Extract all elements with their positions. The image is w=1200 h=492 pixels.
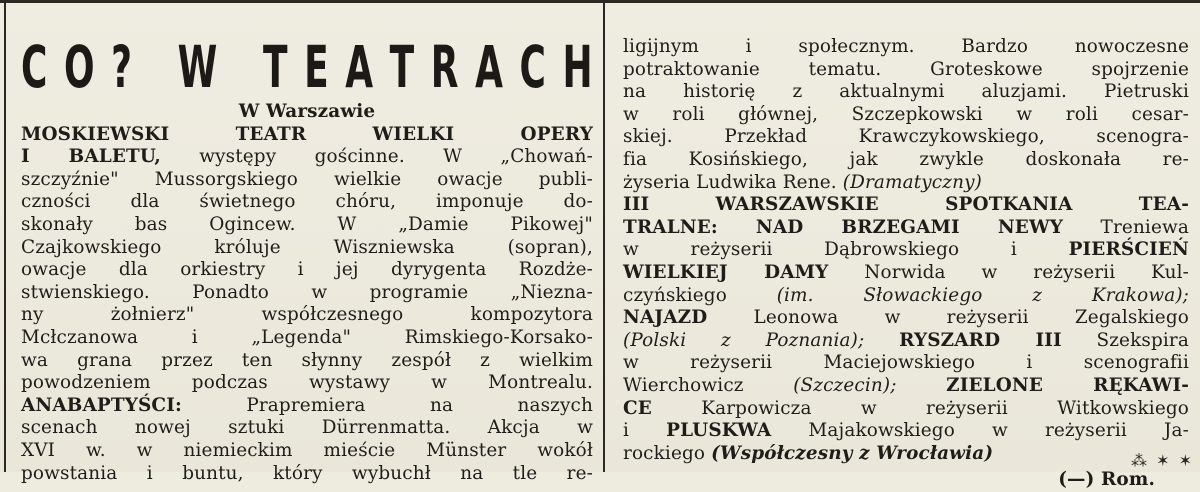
article-line: czyńskiego (im. Słowackiego z Krakowa); — [623, 284, 1189, 306]
article-line: Czajkowskiego króluje Wiszniewska (sopran), — [21, 236, 593, 258]
article-line: MOSKIEWSKI TEATR WIELKI OPERY — [21, 123, 593, 145]
article-line: Mcłczanowa i „Legenda" Rimskiego-Korsako- — [21, 326, 593, 348]
article-line: I BALETU, występy gościnne. W „Chowań- — [21, 146, 593, 168]
article-line: szczyźnie" Mussorgskiego wielkie owacje publi- — [21, 168, 593, 190]
article-line: w reżyserii Maciejowskiego i scenografii — [623, 352, 1189, 374]
article-line: ny żołnierz" współczesnego kompozytora — [21, 304, 593, 326]
article-line: stwienskiego. Ponadto w programie „Niezna- — [21, 281, 593, 303]
article-line: fia Kosińskiego, jak zwykle doskonała re- — [623, 148, 1189, 170]
article-line: potraktowanie tematu. Groteskowe spojrzenie — [623, 58, 1189, 80]
article-line: na historię z aktualnymi aluzjami. Pietruski — [623, 81, 1189, 103]
footer-ornament: ⁂ ✶ ✶ — [1131, 451, 1194, 470]
article-line: wa grana przez ten słynny zespół z wielkim — [21, 349, 593, 371]
author-signature: (—) Rom. — [1058, 469, 1155, 491]
column-divider — [603, 0, 605, 472]
article-line: w roli głównej, Szczepkowski w roli cesar- — [623, 103, 1189, 125]
left-rule — [4, 0, 6, 472]
article-line: scenach nowej sztuki Dürrenmatta. Akcja w — [21, 417, 593, 439]
page-title: C O ? W T E A T R A C H — [21, 33, 593, 101]
headline-word-1: C — [21, 33, 48, 101]
article-line: NAJAZD Leonowa w reżyserii Zegalskiego — [623, 307, 1189, 329]
article-line: powstania i buntu, który wybuchł na tle re- — [21, 462, 593, 484]
left-column — [21, 101, 593, 485]
article-line: w reżyserii Dąbrowskiego i PIERŚCIEŃ — [623, 239, 1189, 261]
article-line: III WARSZAWSKIE SPOTKANIA TEA- — [623, 194, 1189, 216]
right-column — [623, 36, 1189, 492]
top-rule — [0, 0, 1200, 3]
article-line: czności dla świetnego chóru, imponuje do- — [21, 191, 593, 213]
article-line: Wierchowicz (Szczecin); ZIELONE RĘKAWI- — [623, 374, 1189, 396]
article-line: ligijnym i społecznym. Bardzo nowoczesne — [623, 36, 1189, 57]
article-line: (Polski z Poznania); RYSZARD III Szekspira — [623, 329, 1189, 351]
article-line: skiej. Przekład Krawczykowskiego, scenogra- — [623, 126, 1189, 148]
article-line: żyseria Ludwika Rene. (Dramatyczny) — [623, 171, 982, 193]
article-line: i PLUSKWA Majakowskiego w reżyserii Ja- — [623, 420, 1190, 442]
article-line: ANABAPTYŚCI: Prapremiera na naszych — [21, 394, 593, 416]
article-line: XVI w. w niemieckim mieście Münster wokół — [21, 439, 593, 461]
article-line: powodzeniem podczas wystawy w Montrealu. — [21, 372, 593, 394]
section-heading: W Warszawie — [238, 101, 376, 122]
article-line: rockiego (Współczesny z Wrocławia) — [623, 442, 994, 464]
article-line: skonały bas Ogincew. W „Damie Pikowej" — [21, 213, 593, 235]
article-line: TRALNE: NAD BRZEGAMI NEWY Treniewa — [623, 216, 1190, 238]
article-line: owacje dla orkiestry i jej dyrygenta Rozdże- — [21, 259, 593, 281]
article-line: CE Karpowicza w reżyserii Witkowskiego — [623, 397, 1189, 419]
article-line: WIELKIEJ DAMY Norwida w reżyserii Kul- — [623, 261, 1189, 283]
